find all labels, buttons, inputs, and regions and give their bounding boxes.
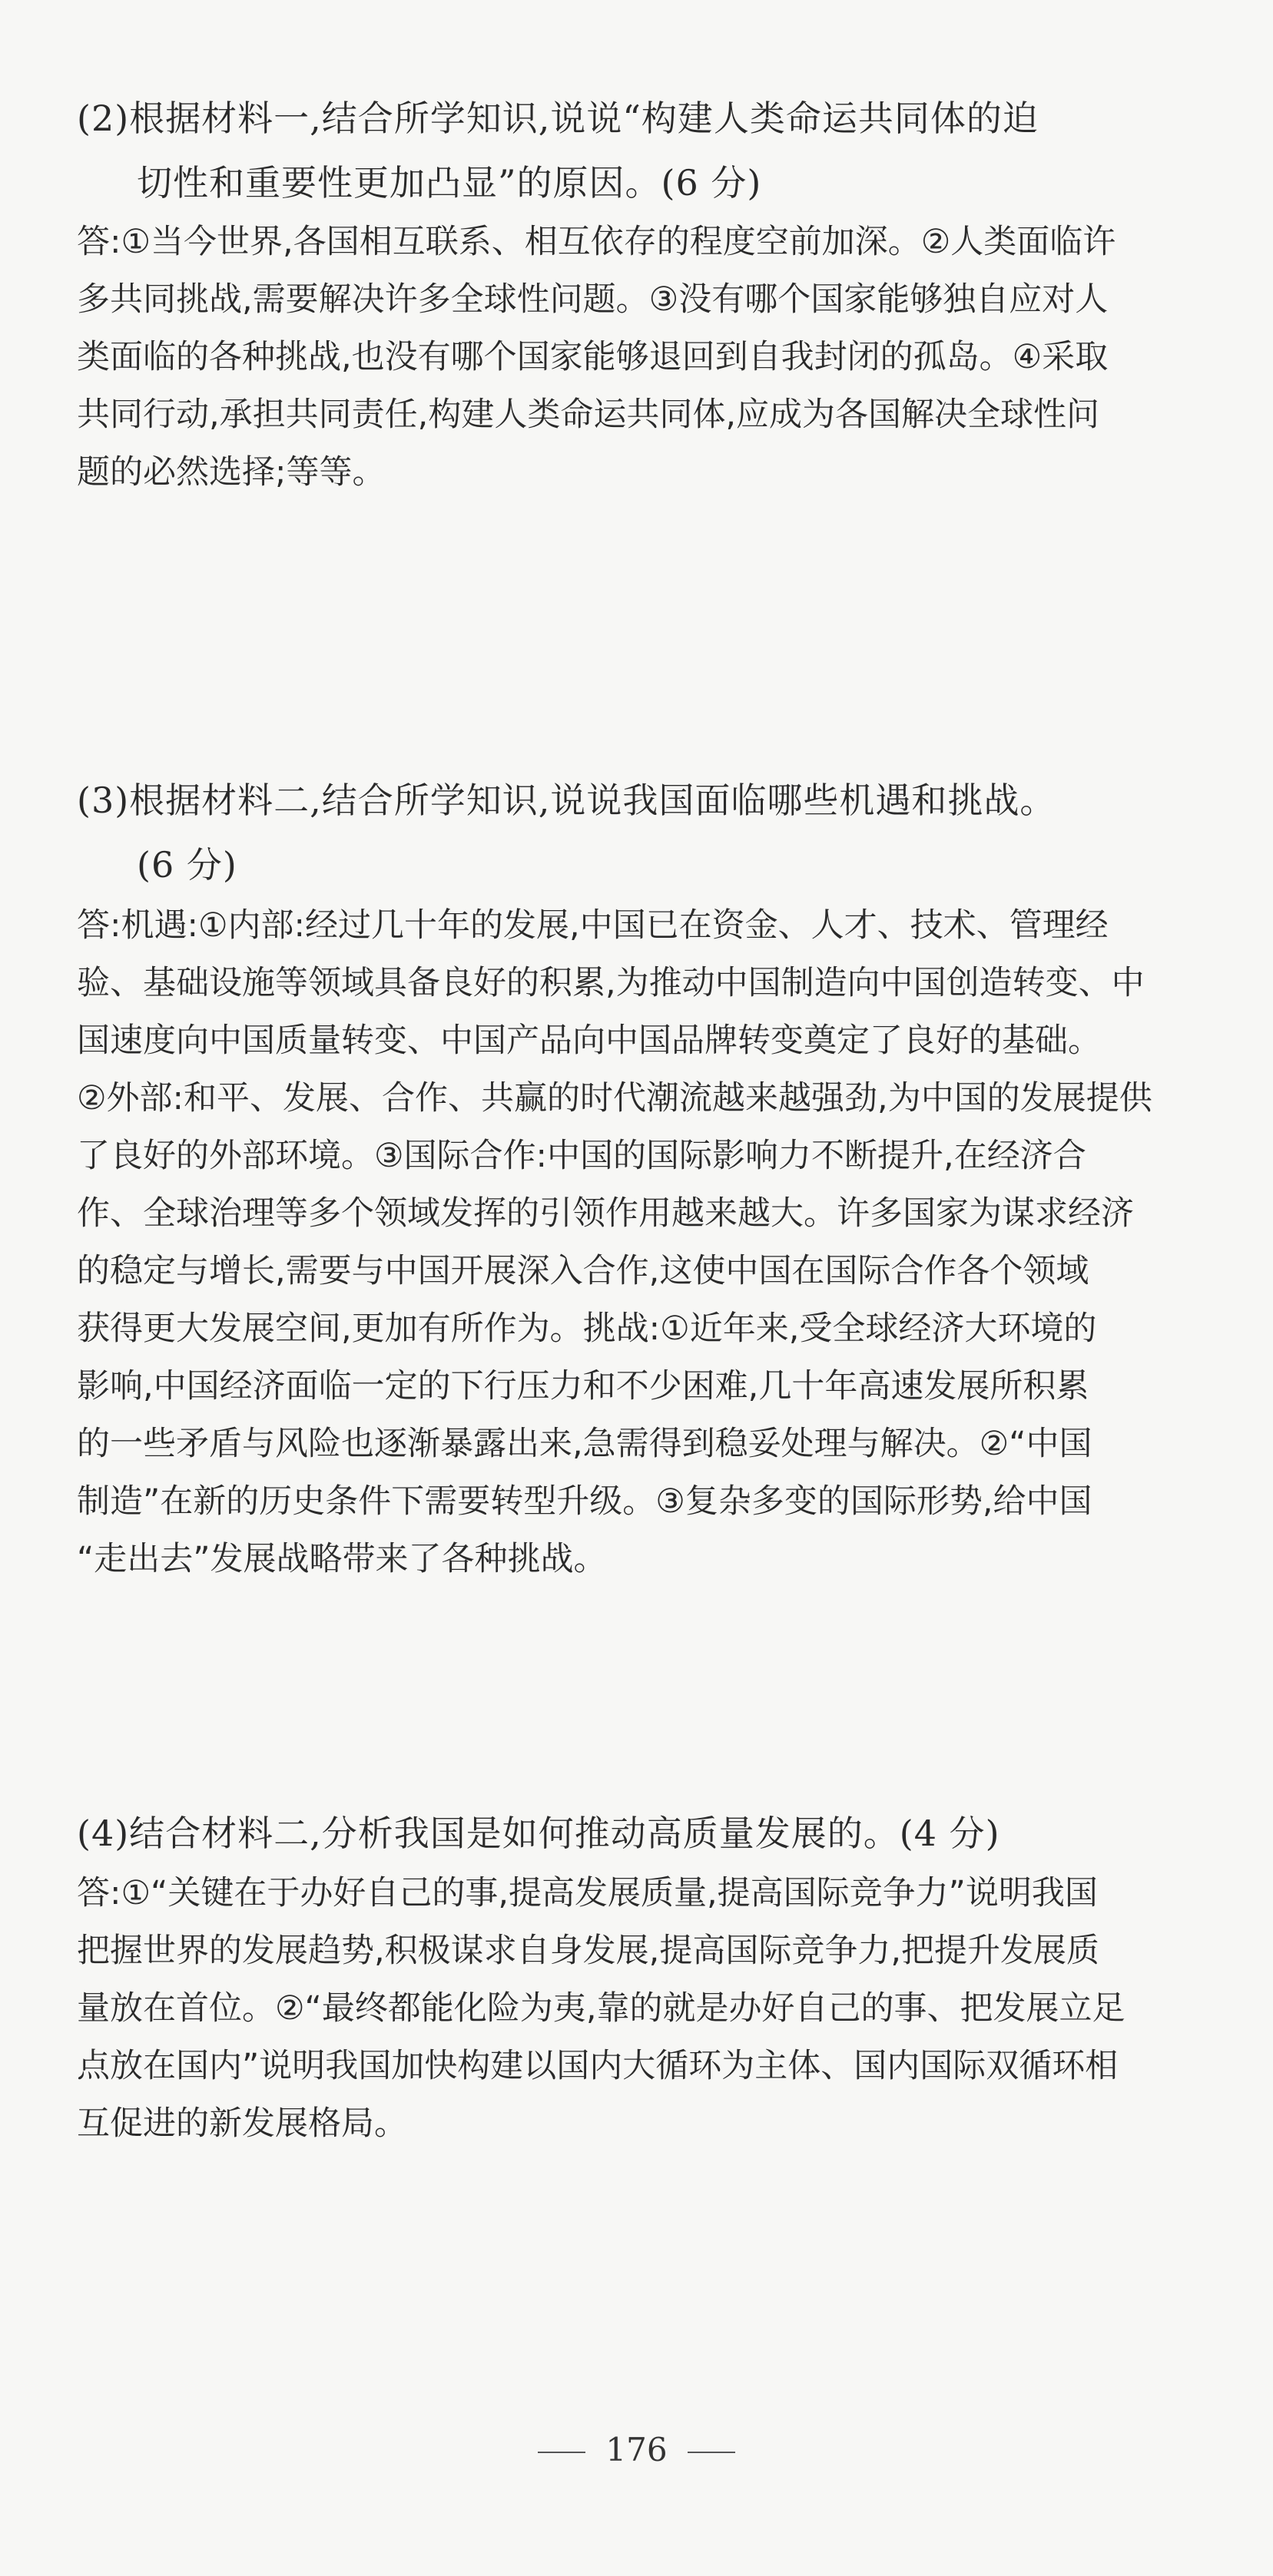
answer-line: 把握世界的发展趋势,积极谋求自身发展,提高国际竞争力,把提升发展质 <box>77 1932 1100 1970</box>
footer-dash-right <box>688 2452 735 2453</box>
answer-line: 的稳定与增长,需要与中国开展深入合作,这使中国在国际合作各个领域 <box>77 1252 1089 1290</box>
answer-line: ②外部:和平、发展、合作、共赢的时代潮流越来越强劲,为中国的发展提供 <box>77 1079 1152 1117</box>
answer-line: 答:①当今世界,各国相互联系、相互依存的程度空前加深。②人类面临许 <box>77 223 1116 261</box>
answer-line: 答:①“关键在于办好自己的事,提高发展质量,提高国际竞争力”说明我国 <box>77 1874 1098 1912</box>
answer-line: 共同行动,承担共同责任,构建人类命运共同体,应成为各国解决全球性问 <box>77 396 1100 434</box>
answer-line: 点放在国内”说明我国加快构建以国内大循环为主体、国内国际双循环相 <box>77 2047 1119 2085</box>
answer-line: 作、全球治理等多个领域发挥的引领作用越来越大。许多国家为谋求经济 <box>77 1194 1134 1233</box>
answer-line: 制造”在新的历史条件下需要转型升级。③复杂多变的国际形势,给中国 <box>77 1482 1092 1521</box>
question-4-prompt-line-1: (4)结合材料二,分析我国是如何推动高质量发展的。(4 分) <box>77 1813 1000 1854</box>
answer-line: 量放在首位。②“最终都能化险为夷,靠的就是办好自己的事、把发展立足 <box>77 1989 1125 2028</box>
question-2-prompt <box>77 86 1191 215</box>
question-2-prompt-line-2: 切性和重要性更加凸显”的原因。(6 分) <box>137 162 762 204</box>
page-number: 176 <box>605 2431 668 2468</box>
question-3-prompt-line-2: (6 分) <box>137 844 237 886</box>
answer-line: 国速度向中国质量转变、中国产品向中国品牌转变奠定了良好的基础。 <box>77 1021 1101 1060</box>
question-2-answer <box>77 214 1191 502</box>
answer-line: 答:机遇:①内部:经过几十年的发展,中国已在资金、人才、技术、管理经 <box>77 906 1109 945</box>
answer-line: 互促进的新发展格局。 <box>77 2104 407 2143</box>
question-3-answer <box>77 897 1191 1588</box>
answer-line: 类面临的各种挑战,也没有哪个国家能够退回到自我封闭的孤岛。④采取 <box>77 338 1109 376</box>
footer-dash-left <box>538 2452 585 2453</box>
question-4-prompt <box>77 1801 1191 1866</box>
question-4-answer <box>77 1865 1191 2153</box>
question-2-prompt-line-1: (2)根据材料一,结合所学知识,说说“构建人类命运共同体的迫 <box>77 98 1039 139</box>
answer-line: 的一些矛盾与风险也逐渐暴露出来,急需得到稳妥处理与解决。②“中国 <box>77 1425 1092 1463</box>
answer-line: 验、基础设施等领域具备良好的积累,为推动中国制造向中国创造转变、中 <box>77 964 1145 1002</box>
question-3-prompt <box>77 768 1191 897</box>
answer-line: “走出去”发展战略带来了各种挑战。 <box>77 1540 607 1578</box>
page-footer <box>0 2431 1273 2468</box>
answer-line: 题的必然选择;等等。 <box>77 453 386 492</box>
answer-line: 多共同挑战,需要解决许多全球性问题。③没有哪个国家能够独自应对人 <box>77 280 1109 319</box>
answer-line: 了良好的外部环境。③国际合作:中国的国际影响力不断提升,在经济合 <box>77 1137 1086 1175</box>
question-3-prompt-line-1: (3)根据材料二,结合所学知识,说说我国面临哪些机遇和挑战。 <box>77 780 1056 821</box>
answer-line: 获得更大发展空间,更加有所作为。挑战:①近年来,受全球经济大环境的 <box>77 1310 1097 1348</box>
answer-line: 影响,中国经济面临一定的下行压力和不少困难,几十年高速发展所积累 <box>77 1367 1089 1406</box>
